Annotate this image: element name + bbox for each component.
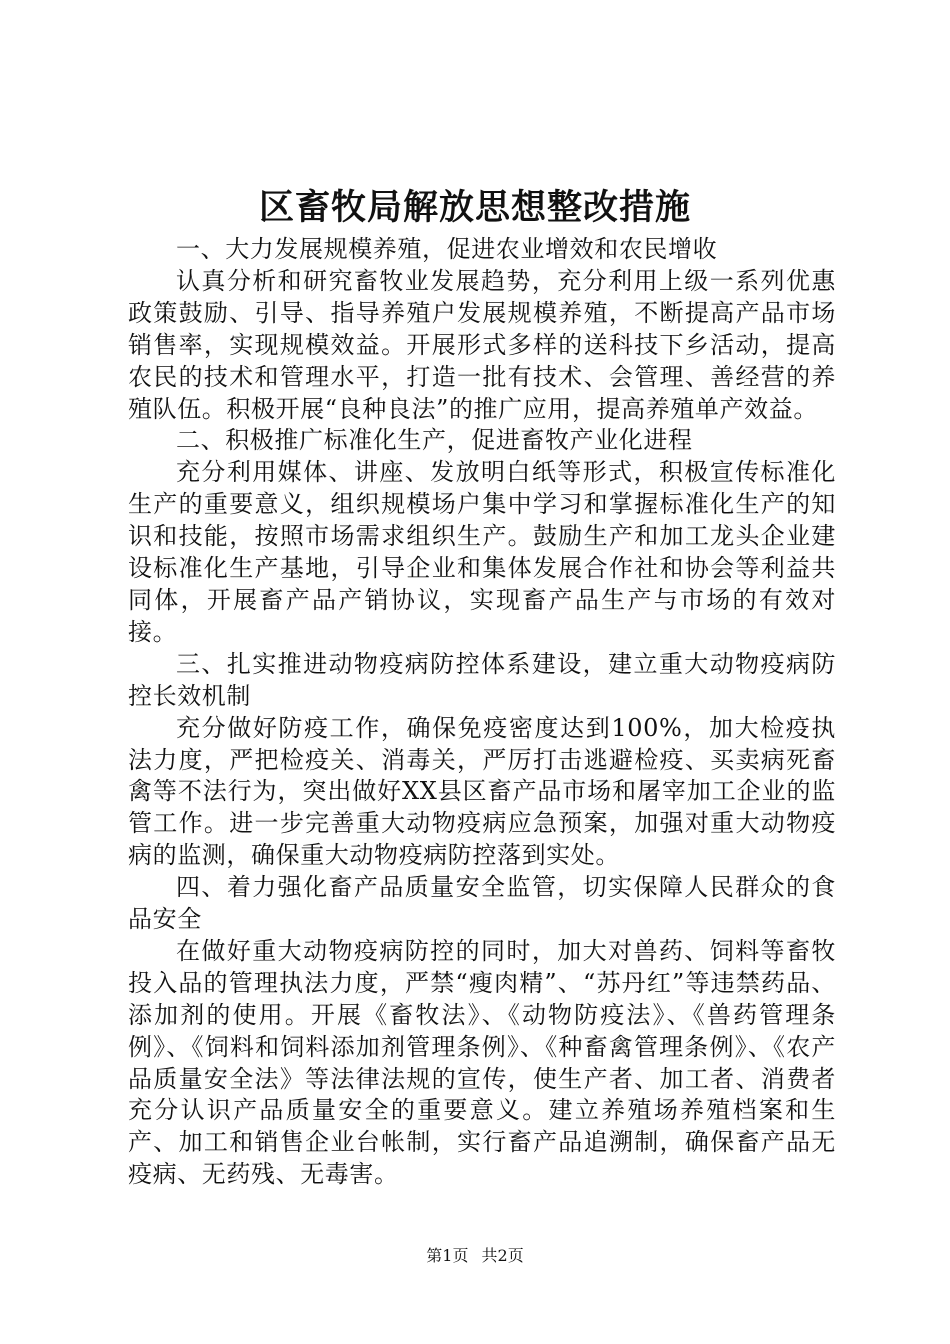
page-number-total: 共2页 bbox=[481, 1246, 524, 1265]
section-body-2: 充分利用媒体、讲座、发放明白纸等形式，积极宣传标准化生产的重要意义，组织规模场户集中学习和掌握标准化生产的知识和技能，按照市场需求组织生产。鼓励生产和加工龙头企业建设标准化生产基地，引导企业和集体发展合作社和协会等利益共同体，开展畜产品产销协议，实现畜产品生产与市场的有效对接。 bbox=[128, 458, 836, 646]
section-heading-1: 一、大力发展规模养殖，促进农业增效和农民增收 bbox=[176, 235, 718, 263]
section-body-3: 充分做好防疫工作，确保免疫密度达到100%，加大检疫执法力度，严把检疫关、消毒关，严厉打击逃避检疫、买卖病死畜禽等不法行为，突出做好XX县区畜产品市场和屠宰加工企业的监管工作。进一步完善重大动物疫病应急预案，加强对重大动物疫病的监测，确保重大动物疫病防控落到实处。 bbox=[128, 713, 836, 870]
section-heading-3: 三、扎实推进动物疫病防控体系建设，建立重大动物疫病防控长效机制 bbox=[128, 649, 836, 710]
document-body bbox=[128, 234, 836, 1191]
document-title: 区畜牧局解放思想整改措施 bbox=[258, 187, 691, 228]
section-body-4: 在做好重大动物疫病防控的同时，加大对兽药、饲料等畜牧投入品的管理执法力度，严禁“瘦肉精”、“苏丹红”等违禁药品、添加剂的使用。开展《畜牧法》、《动物防疫法》、《兽药管理条例》、《饲料和饲料添加剂管理条例》、《种畜禽管理条例》、《农产品质量安全法》等法律法规的宣传，使生产者、加工者、消费者充分认识产品质量安全的重要意义。建立养殖场养殖档案和生产、加工和销售企业台帐制，实行畜产品追溯制，确保畜产品无疫病、无药残、无毒害。 bbox=[128, 936, 836, 1189]
section-body-1: 认真分析和研究畜牧业发展趋势，充分利用上级一系列优惠政策鼓励、引导、指导养殖户发展规模养殖，不断提高产品市场销售率，实现规模效益。开展形式多样的送科技下乡活动，提高农民的技术和管理水平，打造一批有技术、会管理、善经营的养殖队伍。积极开展“良种良法”的推广应用，提高养殖单产效益。 bbox=[128, 266, 836, 423]
page-number-current: 第1页 bbox=[426, 1246, 469, 1265]
section-heading-4: 四、着力强化畜产品质量安全监管，切实保障人民群众的食品安全 bbox=[128, 873, 836, 934]
page-footer bbox=[0, 1244, 950, 1268]
section-heading-2: 二、积极推广标准化生产，促进畜牧产业化进程 bbox=[176, 426, 693, 455]
